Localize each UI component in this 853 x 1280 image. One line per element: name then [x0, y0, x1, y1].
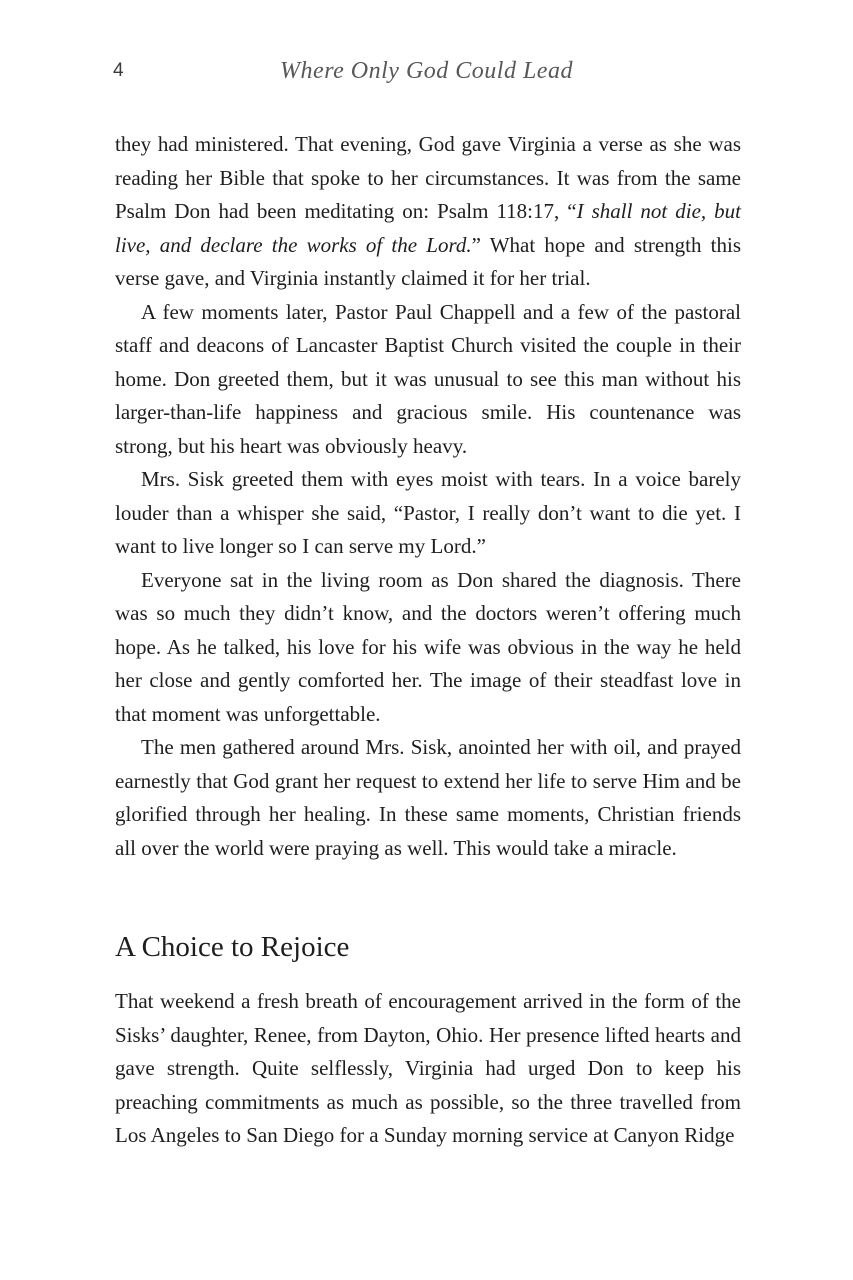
text-run: Everyone sat in the living room as Don shared the diagnosis. There was so much they didn’t know, and the doctors weren’t offering much hope. As he talked, his love for his wife was obvious in the way he held her close and gently comforted her. The image of their steadfast love in that moment was unforgettable. [115, 567, 741, 726]
body-paragraph [115, 731, 741, 865]
text-run: That weekend a fresh breath of encouragement arrived in the form of the Sisks’ daughter, Renee, from Dayton, Ohio. Her presence lifted hearts and gave strength. Quite selflessly, Virginia had urged Don to keep his preaching commitments as much as possible, so the three travelled from Los Angeles to San Diego for a Sunday morning service at Canyon Ridge [115, 989, 741, 1147]
section-heading: A Choice to Rejoice [115, 931, 350, 963]
running-header: Where Only God Could Lead [280, 58, 573, 84]
body-paragraph [115, 463, 741, 564]
body-paragraph [115, 985, 741, 1153]
text-run: Mrs. Sisk greeted them with eyes moist with tears. In a voice barely louder than a whisper she said, “Pastor, I really don’t want to die yet. I want to live longer so I can serve my Lord.” [115, 467, 741, 558]
text-run: A few moments later, Pastor Paul Chappell and a few of the pastoral staff and deacons of Lancaster Baptist Church visited the couple in their home. Don greeted them, but it was unusual to see this man without his larger-than-life happiness and gracious smile. His countenance was strong, but his heart was obviously heavy. [115, 299, 741, 458]
text-run: The men gathered around Mrs. Sisk, anointed her with oil, and prayed earnestly that God grant her request to extend her life to serve Him and be glorified through her healing. In these same moments, Christian friends all over the world were praying as well. This would take a miracle. [115, 735, 741, 860]
body-paragraph [115, 128, 741, 296]
page-header [0, 58, 853, 98]
text-run: ” What hope and strength this verse gave, and Virginia instantly claimed it for her trial. [115, 232, 742, 290]
body-paragraph [115, 296, 741, 464]
page-body-text [115, 128, 741, 1153]
page-number: 4 [113, 60, 124, 81]
text-run: they had ministered. That evening, God gave Virginia a verse as she was reading her Bible that spoke to her circumstances. It was from the same Psalm Don had been meditating on: Psalm 118:17, “ [115, 132, 741, 223]
italic-text-run: I shall not die, but live, and declare the works of the Lord. [115, 199, 741, 257]
body-paragraph [115, 564, 741, 732]
